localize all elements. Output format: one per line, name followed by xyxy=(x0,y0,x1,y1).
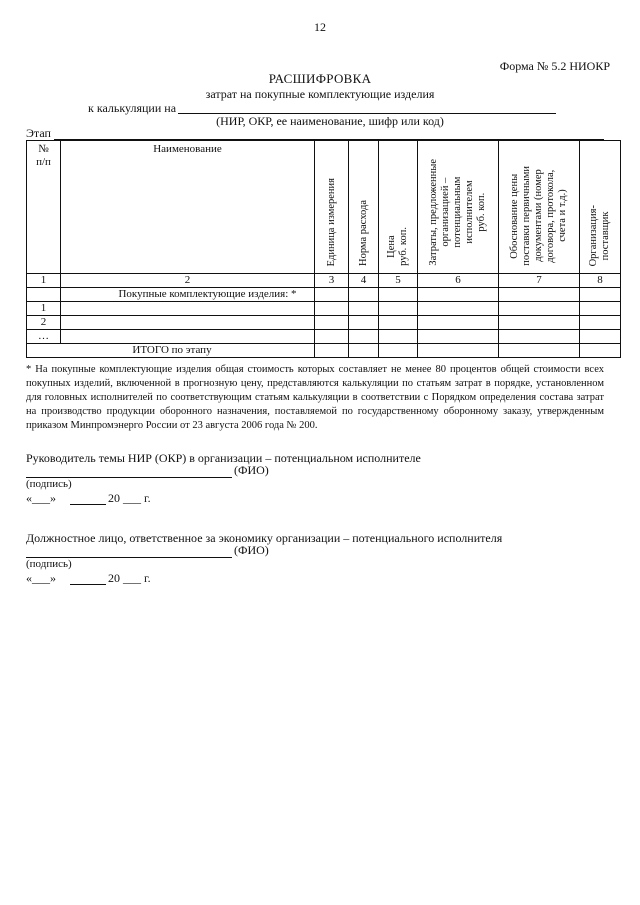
table-cell[interactable] xyxy=(379,316,418,330)
row-number: 2 xyxy=(27,316,61,330)
signature-1-date-year: 20 ___ г. xyxy=(108,491,151,505)
header-costs: Затраты, предложенные организацией – потенциальным исполнителем руб. коп. xyxy=(428,159,487,266)
header-num: № п/п xyxy=(27,141,61,274)
table-cell[interactable] xyxy=(499,316,580,330)
table-cell[interactable] xyxy=(499,344,580,358)
document-title: РАСШИФРОВКА xyxy=(268,71,372,86)
total-row xyxy=(27,344,621,358)
table-cell[interactable] xyxy=(27,288,61,302)
header-norm: Норма расхода xyxy=(357,199,369,266)
table-cell[interactable] xyxy=(418,316,499,330)
row-number: … xyxy=(27,330,61,344)
table-cell[interactable] xyxy=(580,288,621,302)
table-cell[interactable] xyxy=(580,316,621,330)
table-cell[interactable] xyxy=(315,330,349,344)
table-cell[interactable] xyxy=(61,330,315,344)
header-price-cell xyxy=(379,141,418,274)
header-costs-cell xyxy=(418,141,499,274)
signature-2-sign-label: (подпись) xyxy=(26,558,72,570)
table-cell[interactable] xyxy=(580,330,621,344)
table-cell[interactable] xyxy=(349,330,379,344)
header-unit: Единица измерения xyxy=(325,177,337,266)
column-number: 8 xyxy=(580,274,621,288)
header-justification-cell xyxy=(499,141,580,274)
document-subtitle: затрат на покупные комплектующие изделия xyxy=(205,87,435,101)
column-number: 4 xyxy=(349,274,379,288)
table-row xyxy=(27,316,621,330)
page-number: 12 xyxy=(314,20,326,34)
calc-label: к калькуляции на xyxy=(88,101,177,115)
footnote: * На покупные комплектующие изделия общая стоимость которых составляет не менее 80 процентов общей стоимости всех покупных изделий, включенной в прогнозную цену, представляются калькуляции по статьям затрат в порядке, установленном для головных исполнителей по соответствующим статьям калькуляции в соответствии с Порядком определения состава затрат на производство продукции оборонного назначения, поставляемой по государственному оборонному заказу, утвержденным приказом Минпромэнерго России от 23 августа 2006 года № 200. xyxy=(26,364,604,431)
signature-1-date-day: «___» xyxy=(26,491,56,505)
signature-2-date-year: 20 ___ г. xyxy=(108,571,151,585)
header-supplier: Организация- поставщик xyxy=(588,204,611,266)
table-cell[interactable] xyxy=(418,330,499,344)
row-number: 1 xyxy=(27,302,61,316)
column-number: 3 xyxy=(315,274,349,288)
table-cell[interactable] xyxy=(379,344,418,358)
calc-hint: (НИР, ОКР, ее наименование, шифр или код) xyxy=(216,114,444,128)
table-cell[interactable] xyxy=(61,316,315,330)
column-number: 6 xyxy=(418,274,499,288)
signature-2-date-day: «___» xyxy=(26,571,56,585)
table-cell[interactable] xyxy=(418,288,499,302)
signature-1-sign-label: (подпись) xyxy=(26,478,72,490)
column-number: 1 xyxy=(27,274,61,288)
header-price: Цена руб. коп. xyxy=(386,227,409,266)
signature-1-fio: (ФИО) xyxy=(234,463,269,477)
total-label: ИТОГО по этапу xyxy=(27,344,315,358)
table-cell[interactable] xyxy=(315,288,349,302)
costs-table xyxy=(26,140,621,358)
header-justification: Обоснование цены поставки первичными документами (номер договора, протокола, счета и т.д.) xyxy=(509,166,568,266)
section-label: Покупные комплектующие изделия: * xyxy=(61,288,315,302)
table-cell[interactable] xyxy=(379,330,418,344)
table-cell[interactable] xyxy=(499,302,580,316)
stage-label: Этап xyxy=(26,126,51,140)
column-number: 5 xyxy=(379,274,418,288)
signature-1-title: Руководитель темы НИР (ОКР) в организации – потенциальном исполнителе xyxy=(26,451,421,465)
signature-2-fio: (ФИО) xyxy=(234,543,269,557)
table-cell[interactable] xyxy=(379,288,418,302)
table-cell[interactable] xyxy=(418,344,499,358)
table-cell[interactable] xyxy=(580,302,621,316)
table-cell[interactable] xyxy=(315,316,349,330)
table-cell[interactable] xyxy=(379,302,418,316)
table-header-row xyxy=(27,141,621,274)
signature-2-date-month-line[interactable] xyxy=(70,584,106,585)
header-supplier-cell xyxy=(580,141,621,274)
table-cell[interactable] xyxy=(499,288,580,302)
signature-2-title: Должностное лицо, ответственное за экономику организации – потенциального исполнителя xyxy=(26,531,503,545)
column-number: 2 xyxy=(61,274,315,288)
table-cell[interactable] xyxy=(349,302,379,316)
signature-1-date-month-line[interactable] xyxy=(70,504,106,505)
table-row xyxy=(27,302,621,316)
table-cell[interactable] xyxy=(418,302,499,316)
column-number-row xyxy=(27,274,621,288)
table-row xyxy=(27,330,621,344)
table-cell[interactable] xyxy=(349,344,379,358)
table-cell[interactable] xyxy=(315,302,349,316)
header-norm-cell xyxy=(349,141,379,274)
table-cell[interactable] xyxy=(61,302,315,316)
table-cell[interactable] xyxy=(499,330,580,344)
table-cell[interactable] xyxy=(349,316,379,330)
table-cell[interactable] xyxy=(349,288,379,302)
column-number: 7 xyxy=(499,274,580,288)
header-name: Наименование xyxy=(61,141,315,274)
table-cell[interactable] xyxy=(315,344,349,358)
form-number: Форма № 5.2 НИОКР xyxy=(499,59,610,73)
header-unit-cell xyxy=(315,141,349,274)
section-row xyxy=(27,288,621,302)
table-cell[interactable] xyxy=(580,344,621,358)
